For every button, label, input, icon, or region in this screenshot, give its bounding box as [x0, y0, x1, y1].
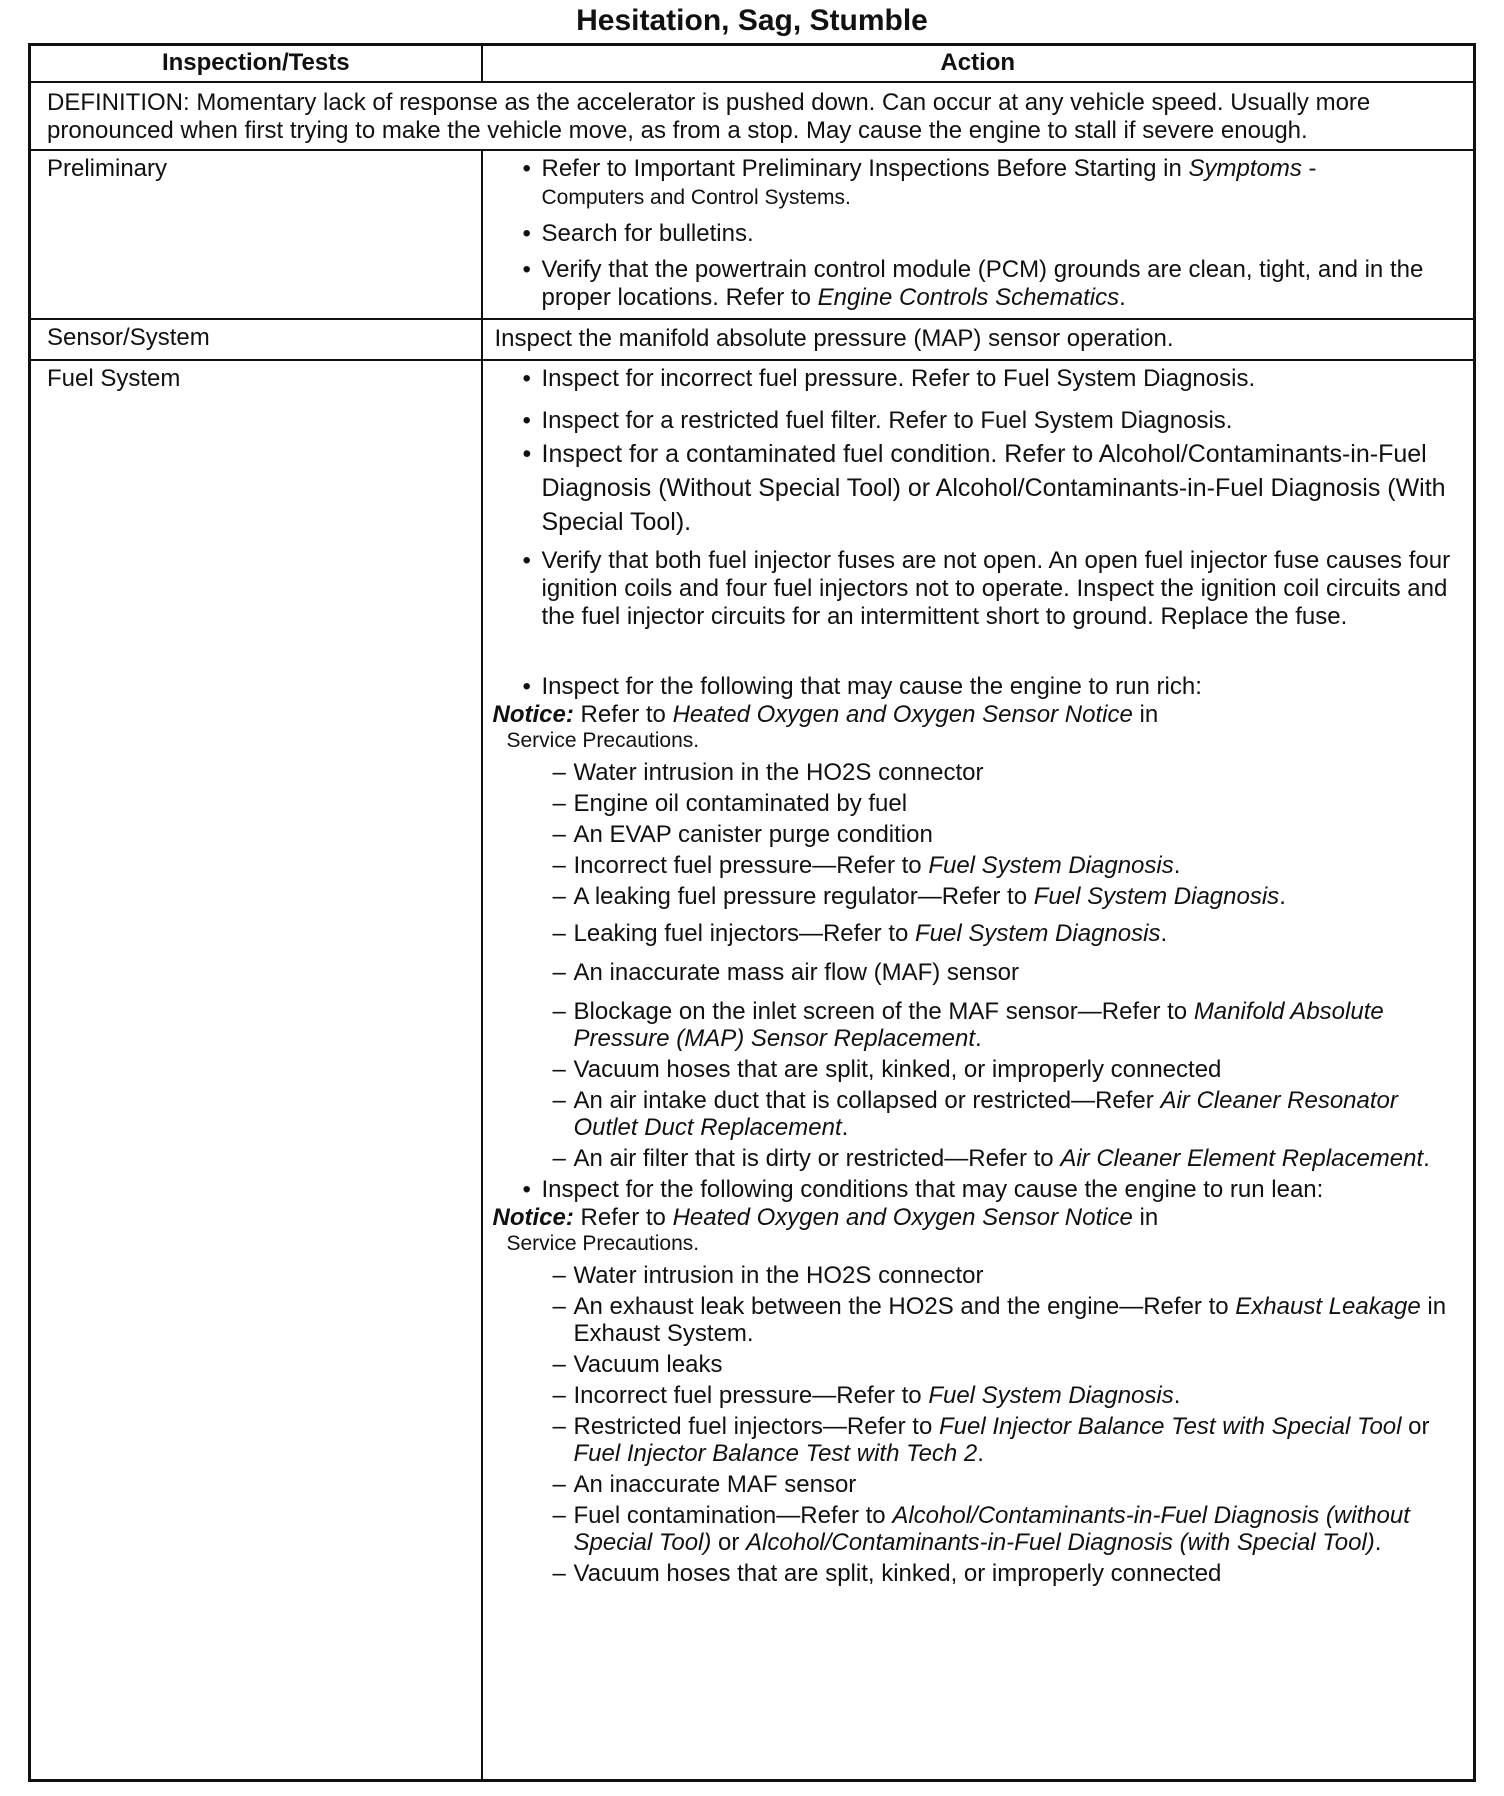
list-item: • Refer to Important Preliminary Inspections Before Starting in Symptoms - Computers and Control Systems.	[493, 155, 1464, 212]
header-action: Action	[482, 45, 1475, 83]
list-item: • Inspect for a restricted fuel filter. Refer to Fuel System Diagnosis.	[493, 407, 1464, 435]
list-item: – Restricted fuel injectors—Refer to Fuel Injector Balance Test with Special Tool or Fuel Injector Balance Test with Tech 2.	[493, 1413, 1464, 1467]
row-label-preliminary: Preliminary	[30, 150, 482, 319]
header-row	[30, 45, 1475, 83]
list-item: – A leaking fuel pressure regulator—Refer to Fuel System Diagnosis.	[493, 883, 1464, 910]
preliminary-actions	[482, 150, 1475, 319]
list-item: – An EVAP canister purge condition	[493, 821, 1464, 848]
list-item: – An inaccurate mass air flow (MAF) sensor	[493, 959, 1464, 986]
row-label-sensor-system: Sensor/System	[30, 319, 482, 360]
list-item: • Inspect for a contaminated fuel condition. Refer to Alcohol/Contaminants-in-Fuel Diagnosis (Without Special Tool) or Alcohol/Contaminants-in-Fuel Diagnosis (With Special Tool).	[493, 437, 1464, 539]
definition-row	[30, 82, 1475, 150]
page-title: Hesitation, Sag, Stumble	[576, 4, 928, 37]
diagnostic-table	[28, 43, 1476, 1782]
table-row	[30, 319, 1475, 360]
list-item: – An exhaust leak between the HO2S and the engine—Refer to Exhaust Leakage in Exhaust System.	[493, 1293, 1464, 1347]
header-inspection-tests: Inspection/Tests	[30, 45, 482, 83]
list-item: – Leaking fuel injectors—Refer to Fuel System Diagnosis.	[493, 920, 1464, 947]
list-item: – Incorrect fuel pressure—Refer to Fuel System Diagnosis.	[493, 1382, 1464, 1409]
list-item: – Vacuum hoses that are split, kinked, or improperly connected	[493, 1560, 1464, 1587]
sensor-action: Inspect the manifold absolute pressure (MAP) sensor operation.	[482, 319, 1475, 360]
list-item: • Verify that the powertrain control module (PCM) grounds are clean, tight, and in the proper locations. Refer to Engine Controls Schematics.	[493, 256, 1464, 312]
fuel-system-actions	[482, 360, 1475, 1781]
list-item: – Fuel contamination—Refer to Alcohol/Contaminants-in-Fuel Diagnosis (without Special Tool) or Alcohol/Contaminants-in-Fuel Diagnosis (with Special Tool).	[493, 1502, 1464, 1556]
row-label-fuel-system: Fuel System	[30, 360, 482, 1781]
definition-text: DEFINITION: Momentary lack of response as the accelerator is pushed down. Can occur at any vehicle speed. Usually more pronounced when first trying to make the vehicle move, as from a stop. May cause the engine to stall if severe enough.	[30, 82, 1475, 150]
list-item: – Vacuum leaks	[493, 1351, 1464, 1378]
list-item: • Inspect for incorrect fuel pressure. Refer to Fuel System Diagnosis.	[493, 365, 1464, 393]
notice-lean: Notice: Refer to Heated Oxygen and Oxygen Sensor Notice in	[492, 1204, 1159, 1231]
list-item: – An air filter that is dirty or restricted—Refer to Air Cleaner Element Replacement.	[493, 1145, 1464, 1172]
list-item: – Blockage on the inlet screen of the MAF sensor—Refer to Manifold Absolute Pressure (MAP) Sensor Replacement.	[493, 998, 1464, 1052]
list-item: – Engine oil contaminated by fuel	[493, 790, 1464, 817]
list-item: – Water intrusion in the HO2S connector	[493, 759, 1464, 786]
list-item: – An inaccurate MAF sensor	[493, 1471, 1464, 1498]
list-item: – Water intrusion in the HO2S connector	[493, 1262, 1464, 1289]
list-item: – An air intake duct that is collapsed or restricted—Refer Air Cleaner Resonator Outlet Duct Replacement.	[493, 1087, 1464, 1141]
list-item: • Inspect for the following conditions that may cause the engine to run lean:	[493, 1176, 1464, 1204]
notice-lean-source: Service Precautions.	[506, 1232, 700, 1255]
notice-rich: Notice: Refer to Heated Oxygen and Oxygen Sensor Notice in	[492, 701, 1159, 728]
table-row	[30, 150, 1475, 319]
table-row	[30, 360, 1475, 1781]
list-item: • Verify that both fuel injector fuses are not open. An open fuel injector fuse causes four ignition coils and four fuel injectors not to operate. Inspect the ignition coil circuits and the fuel injector circuits for an intermittent short to ground. Replace the fuse.	[493, 547, 1464, 631]
list-item: • Inspect for the following that may cause the engine to run rich:	[493, 673, 1464, 701]
notice-rich-source: Service Precautions.	[506, 729, 700, 752]
list-item: – Incorrect fuel pressure—Refer to Fuel System Diagnosis.	[493, 852, 1464, 879]
list-item: • Search for bulletins.	[493, 220, 1464, 248]
list-item: – Vacuum hoses that are split, kinked, or improperly connected	[493, 1056, 1464, 1083]
